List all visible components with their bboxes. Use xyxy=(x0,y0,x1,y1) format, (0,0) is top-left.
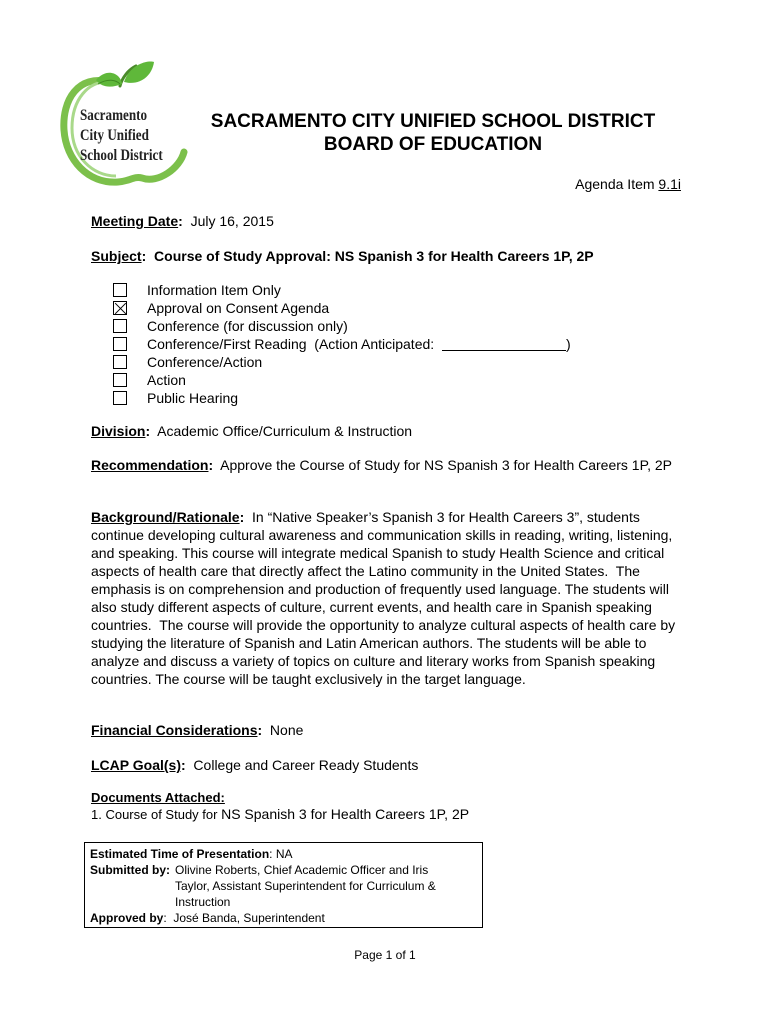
lcap-sep: : xyxy=(180,757,186,773)
time-value: : NA xyxy=(269,847,293,861)
checkbox[interactable] xyxy=(113,373,127,387)
document-item-title: NS Spanish 3 for Health Careers 1P, 2P xyxy=(221,806,470,822)
approved-value: : José Banda, Superintendent xyxy=(163,911,325,925)
financial-value: None xyxy=(262,722,304,738)
recommendation-label: Recommendation xyxy=(91,457,209,473)
subject-label: Subject xyxy=(91,248,142,264)
checklist-label: Approval on Consent Agenda xyxy=(147,300,330,316)
logo-line-3: School District xyxy=(80,147,163,164)
board-title: BOARD OF EDUCATION xyxy=(323,134,543,155)
submitted-label: Submitted by: xyxy=(90,863,170,877)
document-item xyxy=(91,806,469,822)
background-sep: : xyxy=(239,509,245,525)
time-row xyxy=(90,846,477,862)
checklist-label: Public Hearing xyxy=(147,390,239,406)
submitted-value: Olivine Roberts, Chief Academic Officer and Iris Taylor, Assistant Superintendent for Curriculum & Instruction xyxy=(175,863,436,909)
division xyxy=(91,422,681,440)
checklist-item[interactable] xyxy=(113,281,571,299)
checklist-item[interactable] xyxy=(113,389,571,407)
time-label: Estimated Time of Presentation xyxy=(90,847,270,861)
background-rationale xyxy=(91,508,683,688)
checkbox[interactable] xyxy=(113,337,127,351)
agenda-type-checklist xyxy=(113,281,571,407)
checkbox-checked[interactable] xyxy=(113,301,127,315)
recommendation-sep: : xyxy=(208,457,214,473)
document-item-prefix: 1. Course of Study for xyxy=(91,807,222,822)
division-sep: : xyxy=(145,423,151,439)
subject xyxy=(91,247,711,265)
checklist-label: Conference/First Reading (Action Anticipated: xyxy=(147,336,439,352)
checklist-item[interactable] xyxy=(113,353,571,371)
checkbox[interactable] xyxy=(113,319,127,333)
checklist-item[interactable] xyxy=(113,371,571,389)
agenda-item-number: 9.1i xyxy=(658,176,681,192)
meeting-date xyxy=(91,212,681,230)
division-label: Division xyxy=(91,423,146,439)
presentation-info-box xyxy=(84,842,483,928)
checklist-label: Conference (for discussion only) xyxy=(147,318,348,334)
approved-label: Approved by xyxy=(90,911,164,925)
checklist-item[interactable] xyxy=(113,335,571,353)
logo-line-1: Sacramento xyxy=(80,107,148,124)
agenda-item xyxy=(575,176,681,192)
checklist-item[interactable] xyxy=(113,299,571,317)
subject-value: Course of Study Approval: NS Spanish 3 for Health Careers 1P, 2P xyxy=(146,248,594,264)
submitted-row xyxy=(90,862,477,910)
financial-sep: : xyxy=(257,722,263,738)
meeting-date-value: July 16, 2015 xyxy=(182,213,274,229)
checkbox[interactable] xyxy=(113,355,127,369)
lcap-goals xyxy=(91,756,681,774)
checklist-item[interactable] xyxy=(113,317,571,335)
checklist-label: Action xyxy=(147,372,186,388)
division-value: Academic Office/Curriculum & Instruction xyxy=(150,423,413,439)
lcap-value: College and Career Ready Students xyxy=(185,757,419,773)
recommendation xyxy=(91,456,681,474)
subject-sep: : xyxy=(141,248,147,264)
background-value: In “Native Speaker’s Spanish 3 for Health Careers 3”, students continue developing cultural awareness and communication skills in reading, writing, listening, and speaking. This course will integrate medical Spanish to study Health Science and critical aspects of health care that directly affect the Latino community in the United States. The emphasis is on comprehension and production of frequently used language. The students will also study different aspects of culture, current events, and health care in Spanish speaking countries. The course will provide the opportunity to analyze cultural aspects of health care by studying the literature of Spanish and Latin American authors. The students will be able to analyze and discuss a variety of topics on culture and literary works from Spanish speaking countries. The course will be taught exclusively in the target language. xyxy=(91,509,680,687)
checklist-label-suffix: ) xyxy=(566,336,571,352)
page-number: Page 1 of 1 xyxy=(354,948,416,962)
meeting-date-label: Meeting Date xyxy=(91,213,179,229)
agenda-item-label: Agenda Item xyxy=(575,176,659,192)
meeting-date-sep: : xyxy=(178,213,183,229)
lcap-label: LCAP Goal(s) xyxy=(91,757,181,773)
recommendation-value: Approve the Course of Study for NS Spanish 3 for Health Careers 1P, 2P xyxy=(213,457,673,473)
checkbox[interactable] xyxy=(113,283,127,297)
checkbox[interactable] xyxy=(113,391,127,405)
district-title: SACRAMENTO CITY UNIFIED SCHOOL DISTRICT xyxy=(210,111,656,132)
financial-label: Financial Considerations xyxy=(91,722,258,738)
financial-considerations xyxy=(91,721,681,739)
background-label: Background/Rationale xyxy=(91,509,240,525)
checklist-label: Conference/Action xyxy=(147,354,263,370)
action-anticipated-blank xyxy=(442,338,566,351)
documents-heading: Documents Attached: xyxy=(91,790,225,805)
approved-row xyxy=(90,910,477,926)
logo-line-2: City Unified xyxy=(80,127,149,144)
checklist-label: Information Item Only xyxy=(147,282,281,298)
